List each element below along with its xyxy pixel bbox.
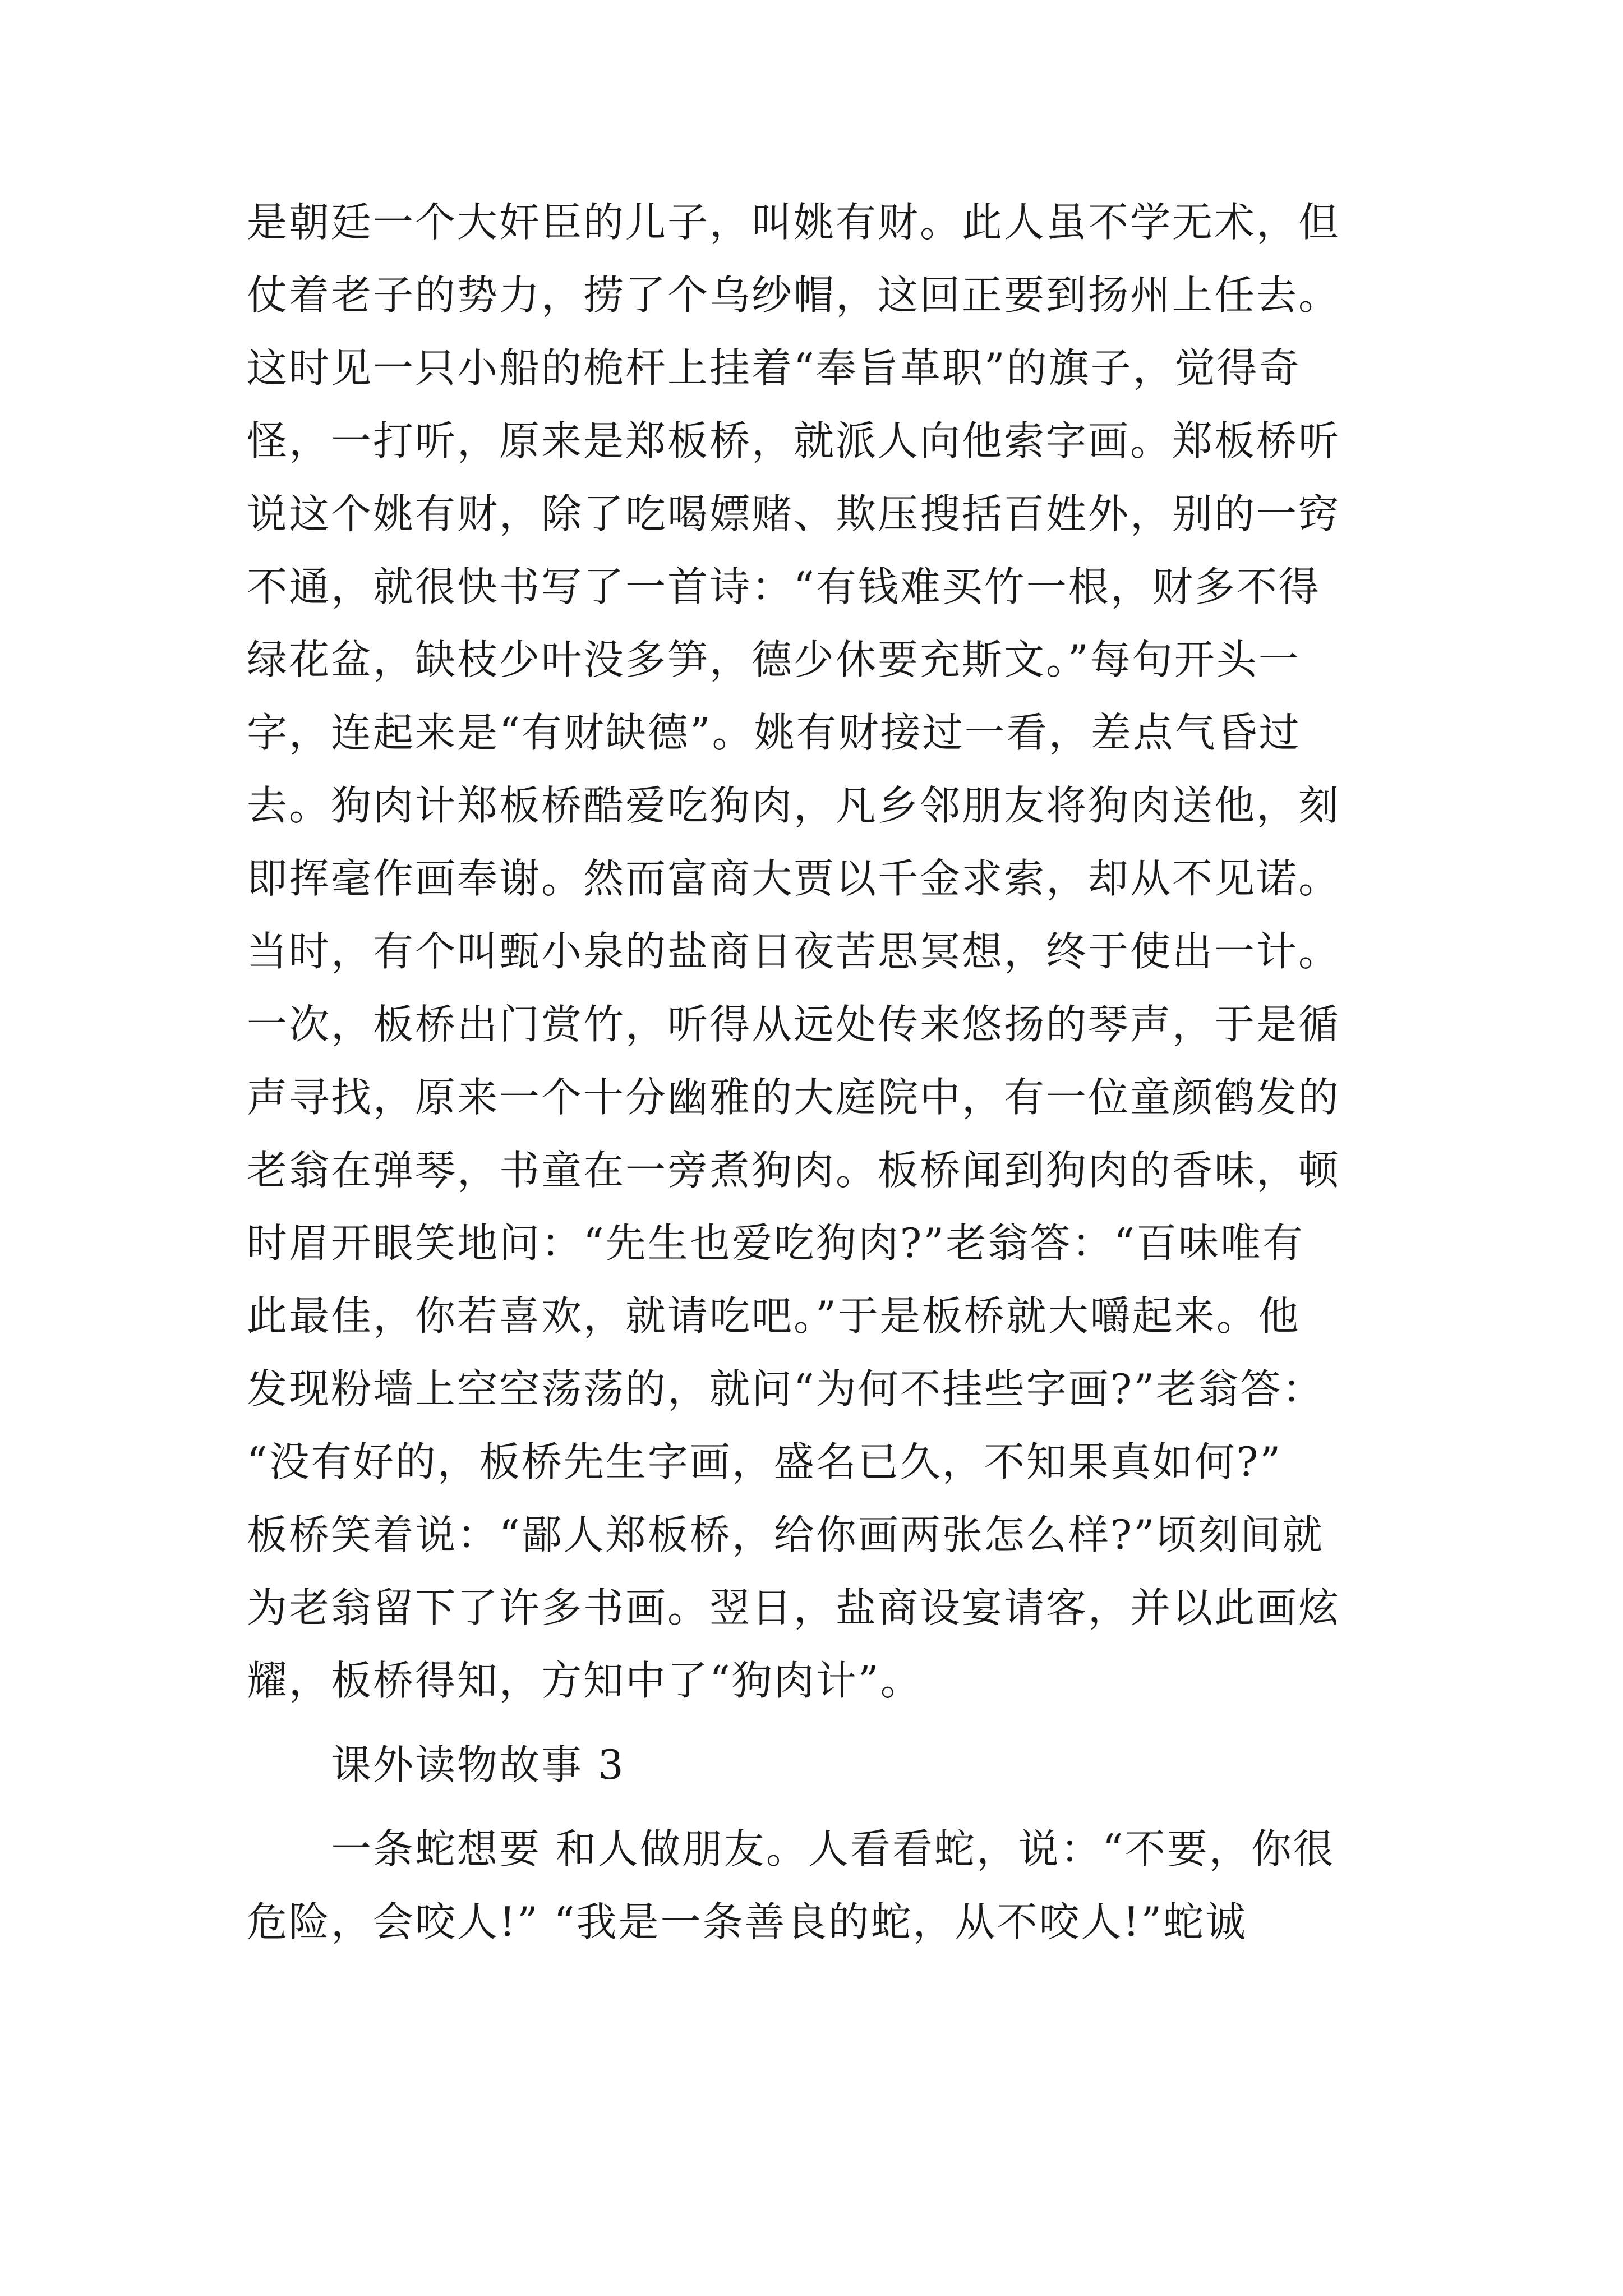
text-line: 耀，板桥得知，方知中了“狗肉计”。 bbox=[247, 1657, 923, 1704]
text-line: 去。狗肉计郑板桥酷爱吃狗肉，凡乡邻朋友将狗肉送他，刻 bbox=[247, 782, 1341, 829]
text-line: 一条蛇想要 和人做朋友。人看看蛇，说：“不要，你很 bbox=[331, 1825, 1335, 1872]
text-line: 时眉开眼笑地问：“先生也爱吃狗肉?”老翁答：“百味唯有 bbox=[247, 1220, 1305, 1267]
text-line: 发现粉墙上空空荡荡的，就问“为何不挂些字画?”老翁答： bbox=[247, 1365, 1325, 1412]
text-line: 仗着老子的势力，捞了个乌纱帽，这回正要到扬州上任去。 bbox=[247, 272, 1341, 319]
text-line: 不通，就很快书写了一首诗：“有钱难买竹一根，财多不得 bbox=[247, 563, 1321, 610]
text-line: 是朝廷一个大奸臣的儿子，叫姚有财。此人虽不学无术，但 bbox=[247, 199, 1341, 246]
section-heading: 课外读物故事 3 bbox=[331, 1741, 625, 1788]
text-line: 当时，有个叫甄小泉的盐商日夜苦思冥想，终于使出一计。 bbox=[247, 928, 1341, 975]
text-line: “没有好的，板桥先生字画，盛名已久，不知果真如何?” bbox=[247, 1438, 1283, 1485]
text-line: 危险，会咬人!” “我是一条善良的蛇，从不咬人!”蛇诚 bbox=[247, 1898, 1248, 1945]
text-line: 这时见一只小船的桅杆上挂着“奉旨革职”的旗子，觉得奇 bbox=[247, 344, 1301, 392]
text-line: 字，连起来是“有财缺德”。姚有财接过一看，差点气昏过 bbox=[247, 709, 1301, 756]
text-line: 怪，一打听，原来是郑板桥，就派人向他索字画。郑板桥听 bbox=[247, 417, 1341, 464]
text-line: 即挥毫作画奉谢。然而富商大贾以千金求索，却从不见诺。 bbox=[247, 855, 1341, 902]
text-line: 声寻找，原来一个十分幽雅的大庭院中，有一位童颜鹤发的 bbox=[247, 1074, 1341, 1121]
text-line: 绿花盆，缺枝少叶没多笋，德少休要充斯文。”每句开头一 bbox=[247, 636, 1301, 683]
text-line: 板桥笑着说：“鄙人郑板桥，给你画两张怎么样?”顷刻间就 bbox=[247, 1511, 1325, 1558]
text-line: 老翁在弹琴，书童在一旁煮狗肉。板桥闻到狗肉的香味，顿 bbox=[247, 1147, 1341, 1194]
text-line: 一次，板桥出门赏竹，听得从远处传来悠扬的琴声，于是循 bbox=[247, 1001, 1341, 1048]
text-line: 此最佳，你若喜欢，就请吃吧。”于是板桥就大嚼起来。他 bbox=[247, 1292, 1301, 1340]
text-line: 说这个姚有财，除了吃喝嫖赌、欺压搜括百姓外，别的一窍 bbox=[247, 490, 1341, 537]
text-line: 为老翁留下了许多书画。翌日，盐商设宴请客，并以此画炫 bbox=[247, 1584, 1341, 1631]
